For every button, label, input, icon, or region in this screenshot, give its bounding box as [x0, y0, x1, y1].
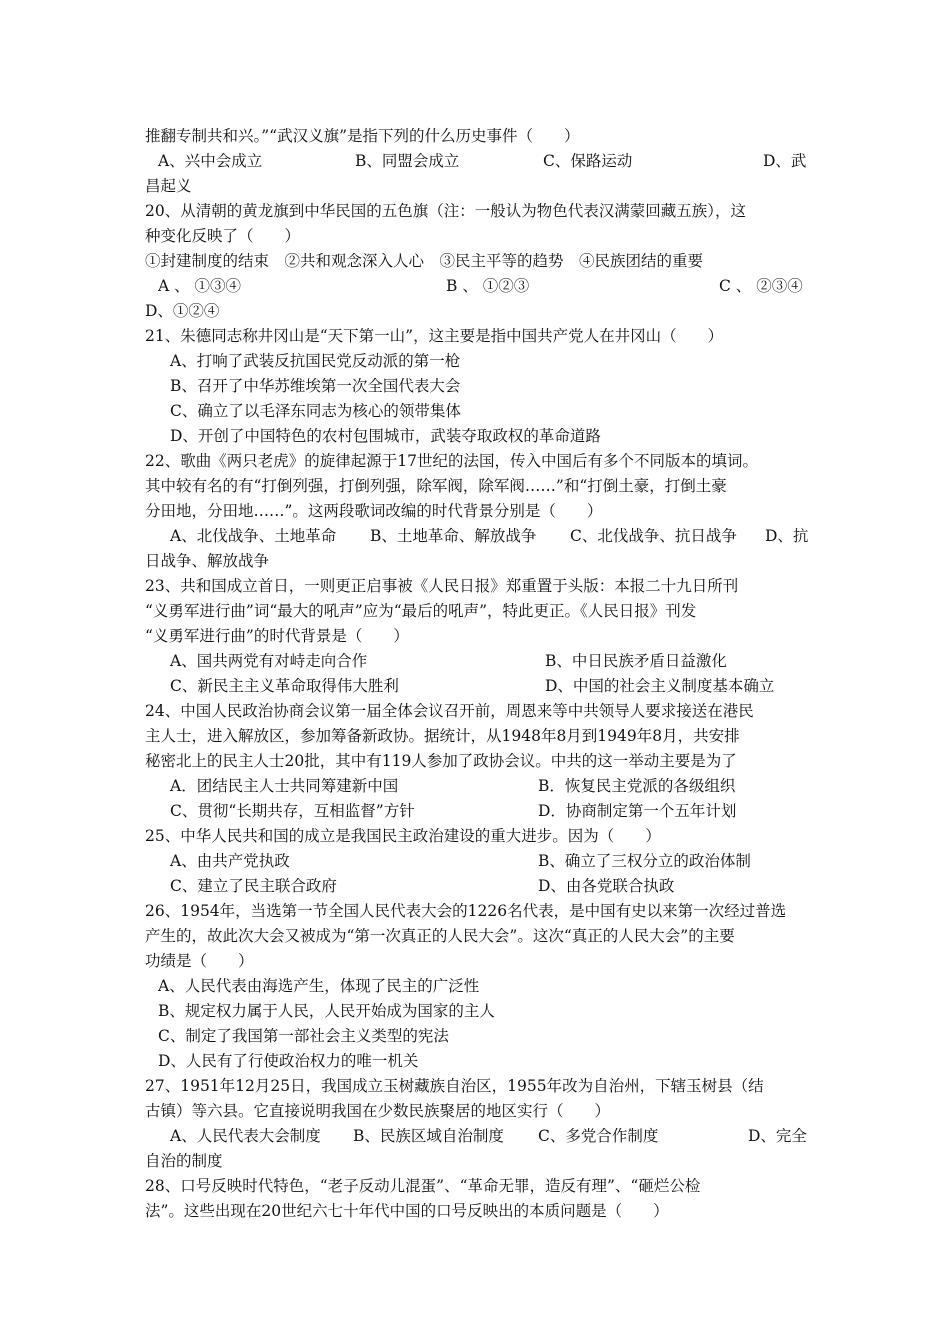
q22-stem-1: 22、歌曲《两只老虎》的旋律起源于17世纪的法国，传入中国后有多个不同版本的填词。	[145, 452, 758, 470]
q26-stem-3: 功绩是（ ）	[145, 952, 254, 970]
q20-items: ①封建制度的结束 ②共和观念深入人心 ③民主平等的趋势 ④民族团结的重要	[145, 252, 704, 270]
q19-option-b: B、同盟会成立	[355, 152, 460, 170]
q25-options-row-2	[145, 876, 810, 896]
q19-options	[145, 151, 810, 171]
q20-stem-1: 20、从清朝的黄龙旗到中华民国的五色旗（注：一般认为物色代表汉满蒙回藏五族），这	[145, 202, 746, 220]
q22-option-c: C、北伐战争、抗日战争	[570, 527, 737, 545]
q22-options	[145, 526, 810, 546]
q21-option-a: A、打响了武装反抗国民党反动派的第一枪	[170, 352, 461, 370]
q27-options	[145, 1126, 810, 1146]
q21-option-c: C、确立了以毛泽东同志为核心的领带集体	[170, 402, 461, 420]
q27-option-a: A、人民代表大会制度	[170, 1127, 321, 1145]
q19-option-a: A、兴中会成立	[158, 152, 263, 170]
q19-stem-end: 推翻专制共和兴。”“武汉义旗”是指下列的什么历史事件（ ）	[145, 127, 580, 145]
q22-option-d: D、抗	[765, 527, 809, 545]
q26-stem-1: 26、1954年，当选第一节全国人民代表大会的1226名代表，是中国有史以来第一次经过普选	[145, 902, 787, 920]
q22-stem-2: 其中较有名的有“打倒列强，打倒列强，除军阀，除军阀……”和“打倒土豪，打倒土豪	[145, 477, 727, 495]
q22-option-b: B、土地革命、解放战争	[370, 527, 537, 545]
q27-stem-1: 27、1951年12月25日，我国成立玉树藏族自治区，1955年改为自治州，下辖玉树县（结	[145, 1077, 764, 1095]
q24-stem-3: 秘密北上的民主人士20批，其中有119人参加了政协会议。中共的这一举动主要是为了	[145, 752, 737, 770]
q19-option-d-cont: 昌起义	[145, 177, 192, 195]
q23-options-row-1	[145, 651, 810, 671]
q23-stem-2: “义勇军进行曲”词“最大的吼声”应为“最后的吼声”，特此更正。《人民日报》刊发	[145, 602, 697, 620]
q20-stem-2: 种变化反映了（ ）	[145, 227, 301, 245]
q20-option-a: A 、 ①③④	[158, 277, 242, 295]
q24-stem-1: 24、中国人民政治协商会议第一届全体会议召开前，周恩来等中共领导人要求接送在港民	[145, 702, 754, 720]
q19-option-d: D、武	[763, 152, 807, 170]
q23-option-c: C、新民主主义革命取得伟大胜利	[170, 677, 399, 695]
q25-option-b: B、确立了三权分立的政治体制	[538, 852, 751, 870]
q24-stem-2: 主人士，进入解放区，参加筹备新政协。据统计，从1948年8月到1949年8月，共安排	[145, 727, 740, 745]
q24-option-d: D．协商制定第一个五年计划	[538, 802, 737, 820]
q22-stem-3: 分田地，分田地……”。这两段歌词改编的时代背景分别是（ ）	[145, 502, 603, 520]
q26-option-a: A、人民代表由海选产生，体现了民主的广泛性	[158, 977, 480, 995]
q25-option-d: D、由各党联合执政	[538, 877, 675, 895]
q20-option-c: C 、 ②③④	[719, 277, 803, 295]
q23-stem-1: 23、共和国成立首日，一则更正启事被《人民日报》郑重置于头版：本报二十九日所刊	[145, 577, 739, 595]
q20-option-b: B 、 ①②③	[446, 277, 530, 295]
q25-stem: 25、中华人民共和国的成立是我国民主政治建设的重大进步。因为（ ）	[145, 827, 661, 845]
q25-option-a: A、由共产党执政	[170, 852, 290, 870]
q22-option-a: A、北伐战争、土地革命	[170, 527, 337, 545]
q27-option-c: C、多党合作制度	[538, 1127, 659, 1145]
q24-options-row-2	[145, 801, 810, 821]
q26-stem-2: 产生的，故此次大会又被成为“第一次真正的人民大会”。这次“真正的人民大会”的主要	[145, 927, 735, 945]
q27-option-b: B、民族区域自治制度	[353, 1127, 504, 1145]
q26-option-b: B、规定权力属于人民，人民开始成为国家的主人	[158, 1002, 495, 1020]
q23-options-row-2	[145, 676, 810, 696]
q27-option-d: D、完全	[748, 1127, 807, 1145]
q25-options-row-1	[145, 851, 810, 871]
q19-option-c: C、保路运动	[543, 152, 633, 170]
q22-option-d-cont: 日战争、解放战争	[145, 552, 270, 570]
q24-option-a: A．团结民主人士共同筹建新中国	[170, 777, 399, 795]
q21-option-d: D、开创了中国特色的农村包围城市，武装夺取政权的革命道路	[170, 427, 601, 445]
q28-stem-1: 28、口号反映时代特色，“老子反动儿混蛋”、“革命无罪，造反有理”、“砸烂公检	[145, 1177, 701, 1195]
q26-option-c: C、制定了我国第一部社会主义类型的宪法	[158, 1027, 449, 1045]
q21-stem: 21、朱德同志称井冈山是“天下第一山”，这主要是指中国共产党人在井冈山（ ）	[145, 327, 724, 345]
q20-option-d: D、①②④	[145, 302, 220, 320]
q23-option-b: B、中日民族矛盾日益激化	[545, 652, 727, 670]
q23-option-a: A、国共两党有对峙走向合作	[170, 652, 368, 670]
q24-options-row-1	[145, 776, 810, 796]
q23-stem-3: “义勇军进行曲”的时代背景是（ ）	[145, 627, 409, 645]
q20-options	[145, 276, 810, 296]
q27-option-d-cont: 自治的制度	[145, 1152, 223, 1170]
q25-option-c: C、建立了民主联合政府	[170, 877, 337, 895]
q24-option-c: C、贯彻“长期共存，互相监督”方针	[170, 802, 415, 820]
q26-option-d: D、人民有了行使政治权力的唯一机关	[158, 1052, 419, 1070]
q27-stem-2: 古镇）等六县。它直接说明我国在少数民族聚居的地区实行（ ）	[145, 1102, 611, 1120]
q23-option-d: D、中国的社会主义制度基本确立	[545, 677, 775, 695]
q28-stem-2: 法”。这些出现在20世纪六七十年代中国的口号反映出的本质问题是（ ）	[145, 1202, 669, 1220]
q21-option-b: B、召开了中华苏维埃第一次全国代表大会	[170, 377, 461, 395]
q24-option-b: B．恢复民主党派的各级组织	[538, 777, 736, 795]
